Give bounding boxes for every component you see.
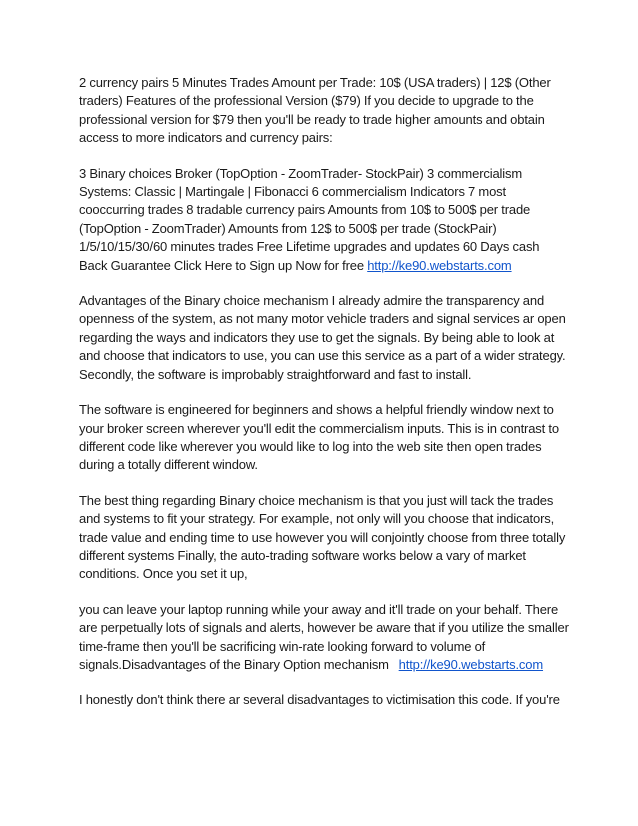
paragraph-1 <box>79 74 569 148</box>
paragraph-2 <box>79 165 569 275</box>
disadvantages-link[interactable]: http://ke90.webstarts.com <box>398 656 544 672</box>
paragraph-2-text: 3 Binary choices Broker (TopOption - ZoomTrader- StockPair) 3 commercialism Systems: Classic | Martingale | Fibonacci 6 commercialism Indicators 7 most cooccurring trades 8 tradable currency pairs Amounts from 10$ to 500$ per trade (TopOption - ZoomTrader) Amounts from 12$ to 500$ per trade (StockPair) 1/5/10/15/30/60 minutes trades Free Lifetime upgrades and updates 60 Days cash Back Guarantee Click Here to Sign up Now for free <box>79 165 540 273</box>
paragraph-5 <box>79 492 569 584</box>
paragraph-1-text: 2 currency pairs 5 Minutes Trades Amount per Trade: 10$ (USA traders) | 12$ (Other traders) Features of the professional Version ($79) If you decide to upgrade to the professional version for $79 then you'll be ready to trade higher amounts and obtain access to more indicators and currency pairs: <box>79 75 551 146</box>
document-body <box>79 74 573 727</box>
signup-link[interactable]: http://ke90.webstarts.com <box>367 257 512 273</box>
paragraph-4 <box>79 401 569 475</box>
paragraph-6-text: you can leave your laptop running while your away and it'll trade on your behalf. There are perpetually lots of signals and alerts, however be aware that if you utilize the smaller time-frame then you'll be sacrificing win-rate looking forward to volume of signals.Disadvantages of the Binary Option mechanism <box>79 601 573 672</box>
paragraph-3 <box>79 292 569 384</box>
paragraph-4-text: The software is engineered for beginners and shows a helpful friendly window next to your broker screen wherever you'll edit the commercialism inputs. This is in contrast to different code like wherever you would like to log into the web site then open trades during a totally different window. <box>79 402 559 473</box>
paragraph-7 <box>79 691 569 709</box>
paragraph-7-text: I honestly don't think there ar several disadvantages to victimisation this code. If you're <box>79 692 560 708</box>
paragraph-5-text: The best thing regarding Binary choice mechanism is that you just will tack the trades and systems to fit your strategy. For example, not only will you choose that indicators, trade value and ending time to use however you will conjointly choose from three totally different systems Finally, the auto-trading software works below a vary of market conditions. Once you set it up, <box>79 492 566 582</box>
paragraph-6 <box>79 601 573 675</box>
paragraph-3-text: Advantages of the Binary choice mechanism I already admire the transparency and openness of the system, as not many motor vehicle traders and signal services ar open regarding the ways and indicators they use to get the signals. By being able to look at and choose that indicators to use, you can use this service as a part of a wider strategy. Secondly, the software is improbably straightforward and fast to install. <box>79 293 566 382</box>
